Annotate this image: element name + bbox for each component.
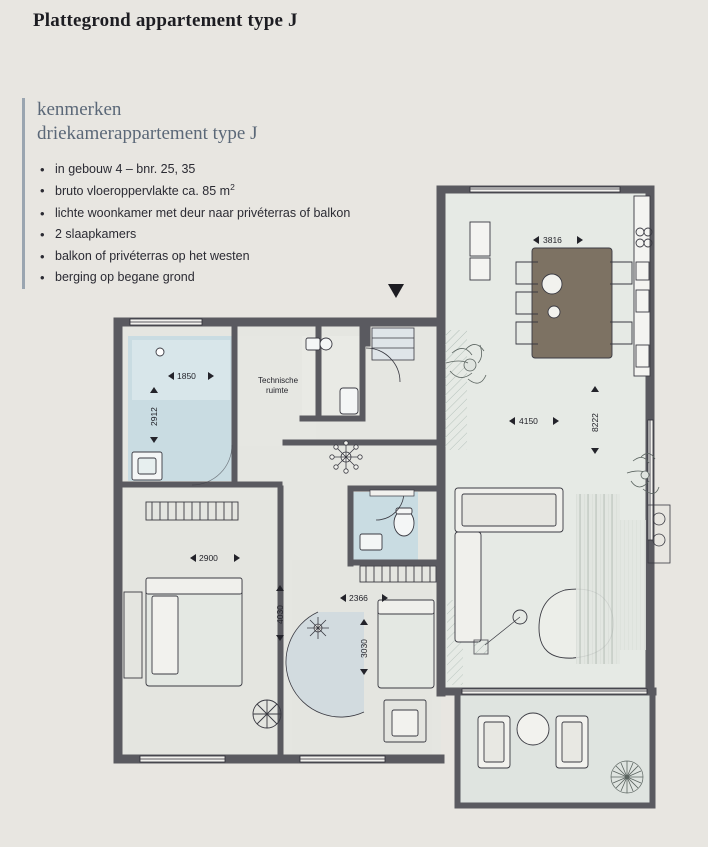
shower-drain (156, 348, 164, 356)
basin-bowl (138, 458, 156, 474)
kitchen-appliance (636, 345, 649, 367)
window-living-right (648, 420, 653, 540)
wall-left-outer (114, 318, 122, 763)
wall-internal-8 (348, 560, 442, 565)
kitchen-sink (636, 262, 649, 280)
wc-toilet (320, 338, 332, 350)
page-title: Plattegrond appartement type J (33, 10, 298, 31)
decor-bowl (653, 513, 665, 525)
wc-basin (306, 338, 320, 350)
decor-bowl (653, 534, 665, 546)
room-label-technische: Technische (258, 376, 299, 385)
kitchen-cabinet (470, 222, 490, 256)
plant-terrace (611, 761, 643, 793)
list-item-text: 2 slaapkamers (55, 227, 137, 242)
dimension-value: 4150 (519, 416, 538, 426)
dimension-value: 2366 (349, 593, 368, 603)
dimension-value: 1850 (177, 371, 196, 381)
window-bottom-bedroom1 (140, 756, 225, 762)
wall-entry-1 (365, 318, 370, 346)
sofa-cushions (462, 494, 556, 526)
list-item-text: berging op begane grond (55, 270, 195, 285)
list-item-text: lichte woonkamer met deur naar privéterras of balkon (55, 205, 351, 220)
list-item-superscript: 2 (230, 182, 235, 193)
kitchen-cabinet (470, 258, 490, 280)
entrance-mat (372, 328, 414, 360)
wall-entry-2 (400, 318, 442, 323)
window-top-left (130, 319, 202, 325)
desk-chair (392, 710, 418, 736)
room-label-ruimte: ruimte (266, 386, 289, 395)
wall-internal-10 (283, 440, 443, 445)
wall-internal-6 (348, 486, 353, 566)
plate (548, 306, 560, 318)
dining-table (532, 248, 612, 358)
dimension-value: 3030 (359, 639, 369, 658)
wall-internal-5 (300, 416, 362, 421)
dimension-value: 2900 (199, 553, 218, 563)
terrace-chair-seat (484, 722, 504, 762)
kitchen-appliance (636, 290, 649, 312)
list-item-text: in gebouw 4 – bnr. 25, 35 (55, 161, 196, 176)
wardrobe (146, 502, 238, 520)
round-rug (253, 700, 281, 728)
bed-headboard (378, 600, 434, 614)
wall-internal-1 (232, 326, 237, 486)
kenmerken-heading-line2: driekamerappartement type J (37, 123, 258, 145)
bath-basin (360, 534, 382, 550)
terrace-chair-seat (562, 722, 582, 762)
wall-internal-9 (360, 326, 365, 421)
list-item-text: bruto vloeroppervlakte ca. 85 m (55, 184, 231, 199)
dimension-value: 8222 (590, 413, 600, 432)
sofa-chaise (455, 532, 481, 642)
list-item-text: balkon of privéterras op het westen (55, 248, 250, 263)
shower-area (132, 340, 230, 400)
wall-terrace-left (455, 695, 460, 807)
door-leaf (370, 490, 414, 496)
dimension-value: 3816 (543, 235, 562, 245)
bed-headboard (146, 578, 242, 594)
window-bottom-bedroom2 (300, 756, 385, 762)
ceiling-lamp-hall (330, 441, 362, 473)
dimension-value: 2912 (149, 407, 159, 426)
north-arrow (388, 284, 404, 298)
wc-fixture (340, 388, 358, 414)
window-living-bottom (462, 689, 647, 694)
kenmerken-heading-line1: kenmerken (37, 99, 122, 120)
wall-terrace-bottom (455, 803, 655, 808)
wall-terrace-right (650, 695, 655, 807)
terrace-table (517, 713, 549, 745)
dimension-value: 4030 (275, 605, 285, 624)
floor-lamp-bedroom (307, 617, 329, 639)
wall-internal-2 (122, 482, 282, 487)
rug-detail (474, 640, 488, 654)
window-living-top (470, 187, 620, 192)
plate (542, 274, 562, 294)
pillow (152, 596, 178, 674)
